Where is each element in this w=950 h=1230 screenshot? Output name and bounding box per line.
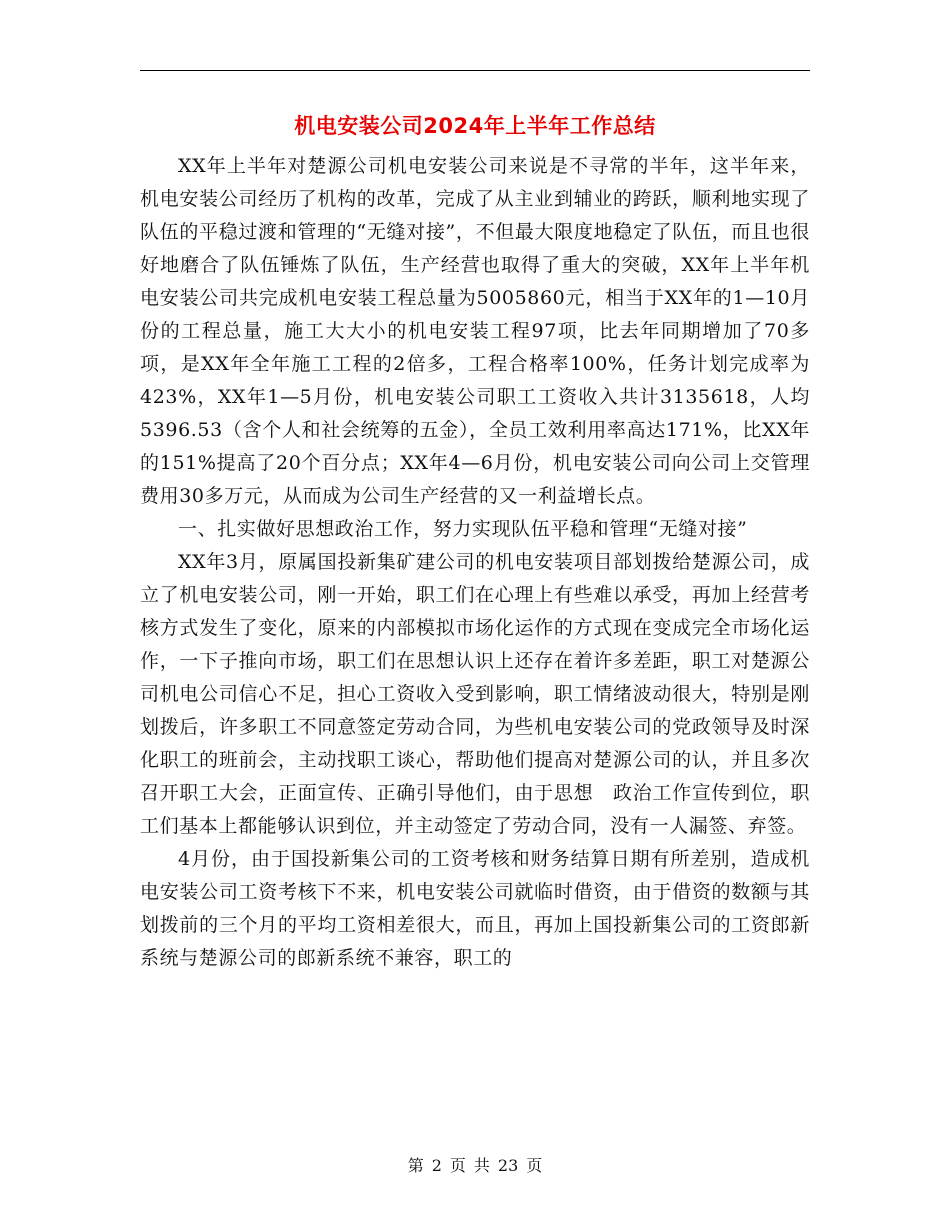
document-title: 机电安装公司2024年上半年工作总结 (294, 114, 656, 138)
footer-label-page: 第 (407, 1156, 424, 1175)
footer-label-ye2: 页 (526, 1156, 543, 1175)
footer-page-number: 2 (431, 1156, 442, 1175)
section-heading-1: 一、扎实做好思想政治工作，努力实现队伍平稳和管理“无缝对接” (178, 518, 748, 540)
footer-label-ye: 页 (449, 1156, 466, 1175)
header-rule (140, 70, 810, 71)
footer-label-total: 共 (473, 1156, 490, 1175)
footer-total-pages: 23 (497, 1156, 519, 1175)
page-footer (0, 1153, 950, 1176)
document-body (140, 150, 810, 975)
paragraph-april: 4月份，由于国投新集公司的工资考核和财务结算日期有所差别，造成机电安装公司工资考核下不来，机电安装公司就临时借资，由于借资的数额与其划拨前的三个月的平均工资相差很大，而且，再加上国投新集公司的工资郎新系统与楚源公司的郎新系统不兼容，职工的 (140, 848, 810, 969)
paragraph-intro: XX年上半年对楚源公司机电安装公司来说是不寻常的半年，这半年来，机电安装公司经历了机构的改革，完成了从主业到辅业的跨跃，顺利地实现了队伍的平稳过渡和管理的“无缝对接”，不但最大限度地稳定了队伍，而且也很好地磨合了队伍锤炼了队伍，生产经营也取得了重大的突破，XX年上半年机电安装公司共完成机电安装工程总量为5005860元，相当于XX年的1—10月份的工程总量，施工大大小的机电安装工程97项，比去年同期增加了70多项，是XX年全年施工工程的2倍多，工程合格率100%，任务计划完成率为423%，XX年1—5月份，机电安装公司职工工资收入共计3135618，人均5396.53（含个人和社会统筹的五金），全员工效利用率高达171%，比XX年的151%提高了20个百分点；XX年4—6月份，机电安装公司向公司上交管理费用30多万元，从而成为公司生产经营的又一利益增长点。 (140, 155, 810, 507)
paragraph-march: XX年3月，原属国投新集矿建公司的机电安装项目部划拨给楚源公司，成立了机电安装公司，刚一开始，职工们在心理上有些难以承受，再加上经营考核方式发生了变化，原来的内部模拟市场化运作的方式现在变成完全市场化运作，一下子推向市场，职工们在思想认识上还存在着许多差距，职工对楚源公司机电公司信心不足，担心工资收入受到影响，职工情绪波动很大，特别是刚划拨后，许多职工不同意签定劳动合同，为些机电安装公司的党政领导及时深化职工的班前会，主动找职工谈心，帮助他们提高对楚源公司的认，并且多次召开职工大会，正面宣传、正确引导他们，由于思想 政治工作宣传到位，职工们基本上都能够认识到位，并主动签定了劳动合同，没有一人漏签、弃签。 (140, 551, 810, 837)
